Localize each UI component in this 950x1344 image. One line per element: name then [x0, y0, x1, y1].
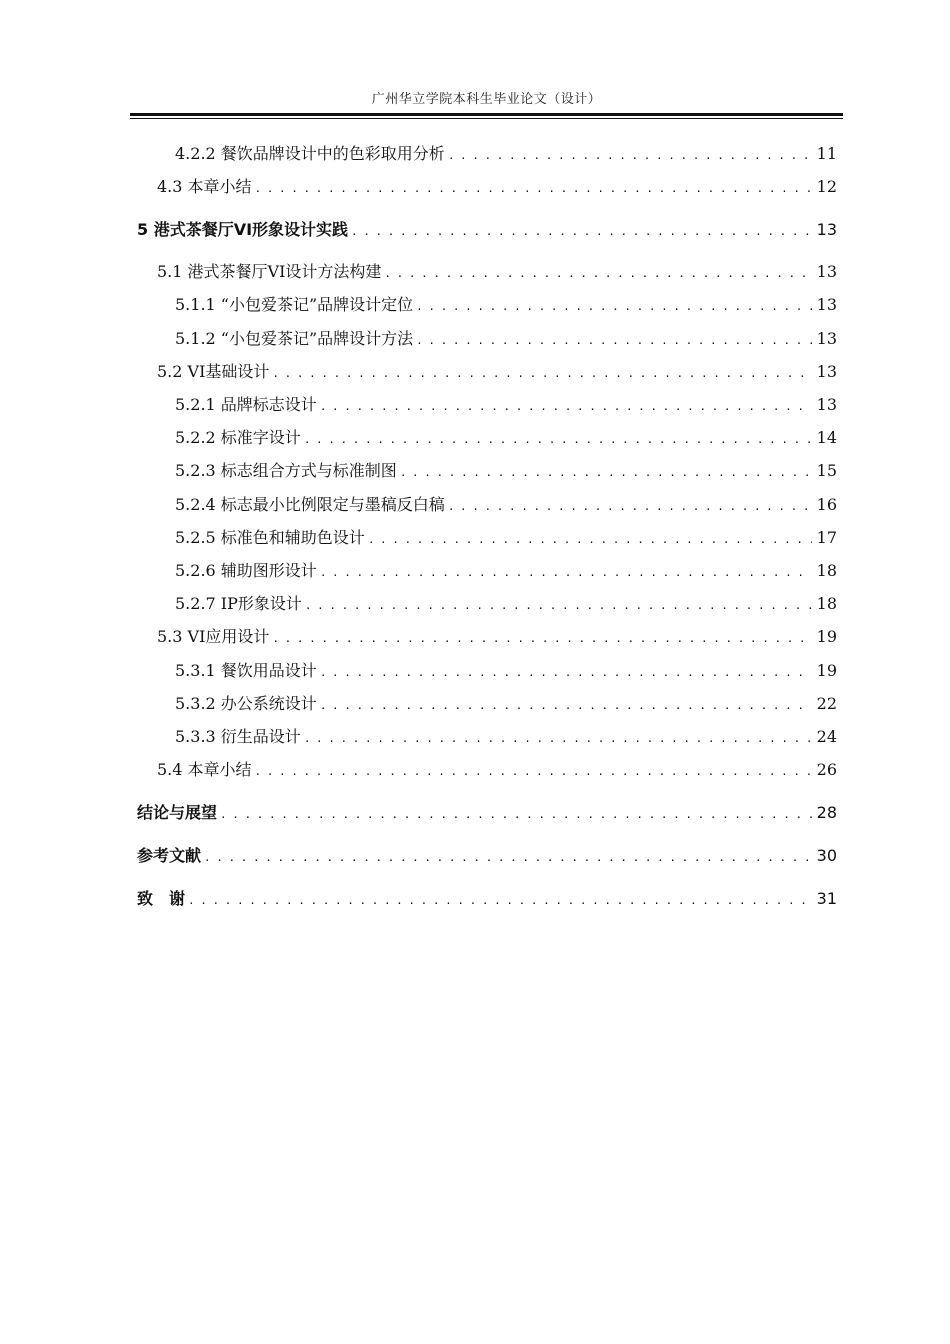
- toc-entry-page-number: 11: [816, 144, 837, 163]
- running-header: 广州华立学院本科生毕业论文（设计）: [371, 92, 602, 107]
- toc-entry-title: 5.3.2 办公系统设计: [175, 694, 317, 713]
- toc-entry-title: 4.2.2 餐饮品牌设计中的色彩取用分析: [175, 144, 445, 163]
- toc-entry[interactable]: [157, 175, 837, 199]
- toc-entry-page-number: 19: [816, 627, 837, 646]
- toc-entry-page-number: 30: [816, 846, 837, 865]
- toc-entry-title: 5.2.4 标志最小比例限定与墨稿反白稿: [175, 495, 445, 514]
- toc-entry-title: 5.2.6 辅助图形设计: [175, 561, 317, 580]
- toc-entry-title: 5.2.3 标志组合方式与标准制图: [175, 461, 397, 480]
- toc-entry[interactable]: [137, 218, 837, 242]
- toc-entry-page-number: 19: [816, 661, 837, 680]
- toc-dot-leader: [255, 760, 812, 784]
- toc-entry-page-number: 13: [816, 362, 837, 381]
- toc-entry-title: 5.3.3 衍生品设计: [175, 727, 301, 746]
- toc-dot-leader: [220, 803, 812, 827]
- toc-dot-leader: [351, 220, 812, 244]
- toc-entry[interactable]: [175, 592, 837, 616]
- toc-dot-leader: [368, 528, 812, 552]
- toc-entry[interactable]: [157, 260, 837, 284]
- toc-dot-leader: [188, 889, 812, 913]
- toc-entry-page-number: 13: [816, 395, 837, 414]
- toc-entry-title: 4.3 本章小结: [157, 177, 252, 196]
- toc-entry[interactable]: [175, 393, 837, 417]
- toc-dot-leader: [400, 461, 812, 485]
- toc-entry[interactable]: [137, 844, 837, 868]
- toc-dot-leader: [272, 627, 812, 651]
- toc-entry-title: 5.1.2 “小包爱茶记”品牌设计方法: [175, 329, 414, 348]
- toc-entry[interactable]: [157, 625, 837, 649]
- toc-dot-leader: [255, 177, 812, 201]
- toc-entry-page-number: 16: [816, 495, 837, 514]
- toc-dot-leader: [304, 428, 812, 452]
- toc-entry-page-number: 13: [816, 262, 837, 281]
- toc-entry[interactable]: [157, 360, 837, 384]
- toc-entry-title: 参考文献: [137, 846, 202, 865]
- toc-entry-page-number: 13: [816, 220, 837, 239]
- toc-entry[interactable]: [175, 559, 837, 583]
- toc-entry-page-number: 14: [816, 428, 837, 447]
- toc-entry-page-number: 17: [816, 528, 837, 547]
- toc-dot-leader: [448, 144, 812, 168]
- toc-dot-leader: [320, 561, 812, 585]
- toc-entry[interactable]: [175, 459, 837, 483]
- toc-dot-leader: [304, 727, 812, 751]
- toc-dot-leader: [416, 329, 812, 353]
- toc-entry-title: 5.1 港式茶餐厅VI设计方法构建: [157, 262, 382, 281]
- toc-entry-page-number: 31: [816, 889, 837, 908]
- header-rule-thick: [130, 113, 843, 116]
- toc-dot-leader: [320, 661, 812, 685]
- toc-entry[interactable]: [157, 758, 837, 782]
- toc-entry-title: 结论与展望: [137, 803, 218, 822]
- toc-entry[interactable]: [175, 142, 837, 166]
- toc-entry-title: 5.2 VI基础设计: [157, 362, 270, 381]
- toc-dot-leader: [416, 295, 812, 319]
- toc-dot-leader: [272, 362, 812, 386]
- toc-entry-title: 5.3 VI应用设计: [157, 627, 270, 646]
- toc-entry-page-number: 24: [816, 727, 837, 746]
- toc-entry[interactable]: [175, 493, 837, 517]
- toc-entry[interactable]: [137, 801, 837, 825]
- toc-entry-page-number: 26: [816, 760, 837, 779]
- toc-entry[interactable]: [175, 725, 837, 749]
- toc-entry-page-number: 18: [816, 594, 837, 613]
- toc-entry[interactable]: [175, 526, 837, 550]
- toc-dot-leader: [204, 846, 812, 870]
- toc-entry-title: 5.3.1 餐饮用品设计: [175, 661, 317, 680]
- toc-dot-leader: [320, 395, 812, 419]
- toc-dot-leader: [305, 594, 812, 618]
- toc-entry-title: 5.2.1 品牌标志设计: [175, 395, 317, 414]
- toc-dot-leader: [384, 262, 812, 286]
- toc-entry[interactable]: [175, 692, 837, 716]
- toc-entry-page-number: 13: [816, 329, 837, 348]
- toc-entry-title: 5.2.2 标准字设计: [175, 428, 301, 447]
- toc-entry[interactable]: [175, 659, 837, 683]
- toc-entry-page-number: 22: [816, 694, 837, 713]
- toc-entry-title: 5 港式茶餐厅VI形象设计实践: [137, 220, 349, 239]
- toc-entry[interactable]: [175, 327, 837, 351]
- header-rule-thin: [130, 118, 843, 119]
- toc-entry-title: 5.2.5 标准色和辅助色设计: [175, 528, 365, 547]
- toc-entry[interactable]: [137, 887, 837, 911]
- toc-entry-page-number: 28: [816, 803, 837, 822]
- toc-entry-page-number: 12: [816, 177, 837, 196]
- toc-entry-page-number: 15: [816, 461, 837, 480]
- toc-entry-page-number: 18: [816, 561, 837, 580]
- toc-entry-title: 5.2.7 IP形象设计: [175, 594, 302, 613]
- toc-entry-title: 致 谢: [137, 889, 186, 908]
- toc-entry[interactable]: [175, 426, 837, 450]
- toc-dot-leader: [448, 495, 812, 519]
- toc-entry-title: 5.1.1 “小包爱茶记”品牌设计定位: [175, 295, 414, 314]
- toc-dot-leader: [320, 694, 812, 718]
- toc-entry-title: 5.4 本章小结: [157, 760, 252, 779]
- toc-entry[interactable]: [175, 293, 837, 317]
- toc-entry-page-number: 13: [816, 295, 837, 314]
